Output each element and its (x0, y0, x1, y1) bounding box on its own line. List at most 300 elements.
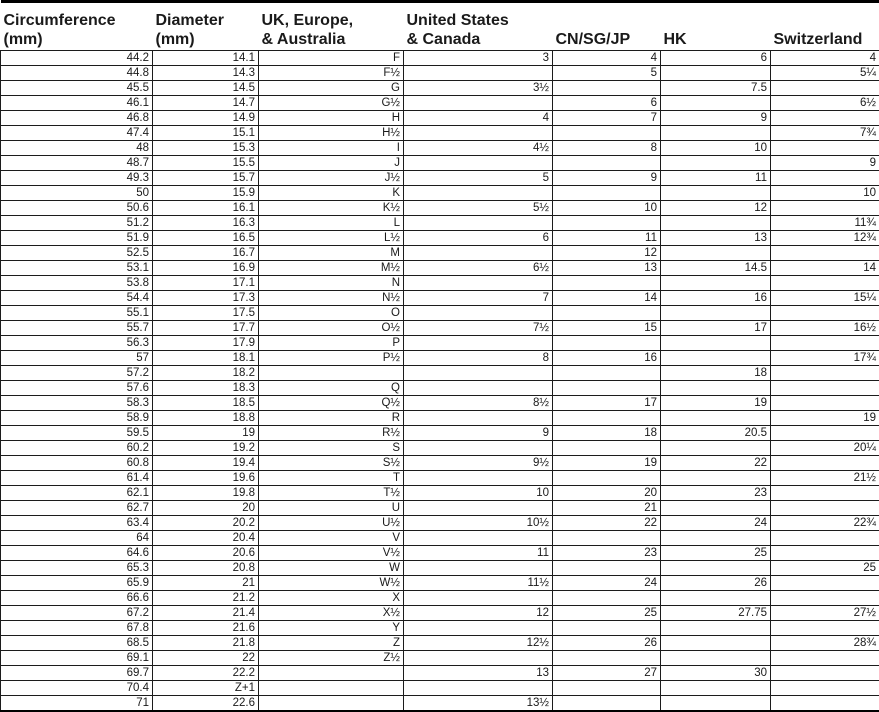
table-cell: Z½ (259, 651, 404, 666)
table-cell: 5½ (404, 201, 553, 216)
table-cell: 15.3 (153, 141, 259, 156)
table-cell: 15.1 (153, 126, 259, 141)
table-cell: 52.5 (1, 246, 153, 261)
table-cell: 59.5 (1, 426, 153, 441)
table-cell: 13 (404, 666, 553, 681)
table-cell: 27.75 (661, 606, 771, 621)
table-cell: 68.5 (1, 636, 153, 651)
table-cell: 12 (553, 246, 661, 261)
table-cell (661, 621, 771, 636)
table-header (1, 2, 879, 51)
table-cell: 15¼ (771, 291, 879, 306)
table-row (1, 96, 879, 111)
table-cell (771, 111, 879, 126)
table-cell (404, 96, 553, 111)
table-cell: 17¾ (771, 351, 879, 366)
table-cell: 22 (153, 651, 259, 666)
table-cell: M (259, 246, 404, 261)
table-row (1, 606, 879, 621)
table-cell: 53.1 (1, 261, 153, 276)
table-cell (553, 411, 661, 426)
table-cell (404, 591, 553, 606)
table-cell (404, 246, 553, 261)
table-cell (771, 426, 879, 441)
table-cell: O½ (259, 321, 404, 336)
table-cell: 58.9 (1, 411, 153, 426)
table-cell (771, 576, 879, 591)
table-cell (771, 681, 879, 696)
table-row (1, 306, 879, 321)
table-row (1, 591, 879, 606)
table-cell: 20 (553, 486, 661, 501)
table-cell: 24 (661, 516, 771, 531)
table-cell: 5 (553, 66, 661, 81)
table-cell: F½ (259, 66, 404, 81)
table-cell: 27½ (771, 606, 879, 621)
table-cell (553, 591, 661, 606)
table-cell: 19 (771, 411, 879, 426)
table-cell: 15 (553, 321, 661, 336)
table-cell (661, 246, 771, 261)
table-cell (661, 96, 771, 111)
table-row (1, 321, 879, 336)
table-cell: 4½ (404, 141, 553, 156)
table-cell: 6½ (404, 261, 553, 276)
table-cell: 48 (1, 141, 153, 156)
table-cell: 50 (1, 186, 153, 201)
table-cell: 47.4 (1, 126, 153, 141)
table-cell: 14 (771, 261, 879, 276)
table-cell: Y (259, 621, 404, 636)
table-cell: 14.1 (153, 51, 259, 66)
table-cell: 25 (661, 546, 771, 561)
table-cell (553, 81, 661, 96)
table-cell: 10 (771, 186, 879, 201)
table-row (1, 276, 879, 291)
table-cell: 10 (661, 141, 771, 156)
table-cell (553, 696, 661, 712)
table-cell: 7 (404, 291, 553, 306)
table-cell: 51.2 (1, 216, 153, 231)
table-cell: 69.1 (1, 651, 153, 666)
table-cell: 9½ (404, 456, 553, 471)
table-cell: 8½ (404, 396, 553, 411)
table-cell: 21.4 (153, 606, 259, 621)
table-row (1, 231, 879, 246)
table-row (1, 336, 879, 351)
table-cell: W (259, 561, 404, 576)
table-row (1, 366, 879, 381)
table-cell: 14.5 (153, 81, 259, 96)
table-cell: 54.4 (1, 291, 153, 306)
table-cell: 65.9 (1, 576, 153, 591)
table-cell: V (259, 531, 404, 546)
column-header-text: Diameter (156, 11, 259, 30)
table-cell (661, 591, 771, 606)
table-cell: 53.8 (1, 276, 153, 291)
table-row (1, 651, 879, 666)
table-cell: S (259, 441, 404, 456)
table-cell: 16.1 (153, 201, 259, 216)
table-row (1, 261, 879, 276)
table-cell: 16½ (771, 321, 879, 336)
column-header-hk (661, 2, 771, 51)
table-cell: X (259, 591, 404, 606)
table-cell: 12 (404, 606, 553, 621)
table-row (1, 246, 879, 261)
table-cell (259, 366, 404, 381)
table-cell: 25 (771, 561, 879, 576)
table-cell: 16.3 (153, 216, 259, 231)
table-cell (661, 681, 771, 696)
table-row (1, 351, 879, 366)
table-cell (661, 66, 771, 81)
table-row (1, 66, 879, 81)
table-row (1, 381, 879, 396)
table-cell: 15.9 (153, 186, 259, 201)
table-cell: L (259, 216, 404, 231)
table-cell: 17 (661, 321, 771, 336)
table-cell: K½ (259, 201, 404, 216)
table-row (1, 561, 879, 576)
table-cell: 6 (661, 51, 771, 66)
table-cell: 17.5 (153, 306, 259, 321)
table-cell: 71 (1, 696, 153, 712)
table-cell: 57 (1, 351, 153, 366)
table-cell (771, 141, 879, 156)
table-row (1, 531, 879, 546)
table-cell (553, 471, 661, 486)
table-cell: U½ (259, 516, 404, 531)
table-cell: 20.2 (153, 516, 259, 531)
table-cell (404, 471, 553, 486)
table-cell: 44.8 (1, 66, 153, 81)
table-cell: G (259, 81, 404, 96)
table-row (1, 171, 879, 186)
table-row (1, 696, 879, 712)
table-cell: 23 (553, 546, 661, 561)
column-header-switzerland (771, 2, 879, 51)
table-cell: 6 (553, 96, 661, 111)
table-cell: 57.6 (1, 381, 153, 396)
table-cell (259, 681, 404, 696)
table-cell: 25 (553, 606, 661, 621)
table-cell: 20¼ (771, 441, 879, 456)
table-cell: M½ (259, 261, 404, 276)
table-cell: J½ (259, 171, 404, 186)
table-cell: 4 (404, 111, 553, 126)
table-cell: 21½ (771, 471, 879, 486)
column-header-text: & Canada (407, 30, 553, 49)
table-cell: 16 (553, 351, 661, 366)
table-cell: 22.6 (153, 696, 259, 712)
table-cell: 10½ (404, 516, 553, 531)
table-cell (404, 306, 553, 321)
table-cell (771, 696, 879, 712)
table-cell: 46.8 (1, 111, 153, 126)
table-cell: J (259, 156, 404, 171)
table-cell: 5¼ (771, 66, 879, 81)
table-cell: 20.6 (153, 546, 259, 561)
table-cell: 65.3 (1, 561, 153, 576)
table-cell (553, 156, 661, 171)
table-cell: 11 (404, 546, 553, 561)
table-cell: 70.4 (1, 681, 153, 696)
table-cell: R (259, 411, 404, 426)
table-row (1, 126, 879, 141)
table-cell: 7¾ (771, 126, 879, 141)
table-cell: 20 (153, 501, 259, 516)
table-cell: N (259, 276, 404, 291)
table-cell (661, 381, 771, 396)
table-cell: 21.6 (153, 621, 259, 636)
table-row (1, 216, 879, 231)
table-cell: 57.2 (1, 366, 153, 381)
table-cell (553, 366, 661, 381)
header-row (1, 2, 879, 51)
table-row (1, 291, 879, 306)
table-cell (404, 501, 553, 516)
table-cell: 16 (661, 291, 771, 306)
table-cell: 30 (661, 666, 771, 681)
table-cell: 22 (553, 516, 661, 531)
table-cell (553, 441, 661, 456)
table-cell: 11 (553, 231, 661, 246)
table-cell (771, 201, 879, 216)
table-cell: Q½ (259, 396, 404, 411)
table-cell (661, 156, 771, 171)
table-cell (771, 336, 879, 351)
table-cell (404, 681, 553, 696)
table-cell: R½ (259, 426, 404, 441)
table-row (1, 441, 879, 456)
table-cell: 48.7 (1, 156, 153, 171)
table-cell: 17.9 (153, 336, 259, 351)
table-cell (771, 366, 879, 381)
table-cell (661, 306, 771, 321)
table-cell: 64 (1, 531, 153, 546)
table-cell: 67.2 (1, 606, 153, 621)
table-cell: 14.3 (153, 66, 259, 81)
table-cell: 3½ (404, 81, 553, 96)
table-row (1, 501, 879, 516)
table-cell: 20.5 (661, 426, 771, 441)
table-cell: 12 (661, 201, 771, 216)
table-cell (404, 621, 553, 636)
table-cell: 26 (553, 636, 661, 651)
table-cell: 61.4 (1, 471, 153, 486)
table-cell: 21 (153, 576, 259, 591)
table-cell: 13½ (404, 696, 553, 712)
table-row (1, 666, 879, 681)
table-cell (771, 546, 879, 561)
table-cell: 9 (553, 171, 661, 186)
table-cell: 3 (404, 51, 553, 66)
table-cell (771, 81, 879, 96)
table-cell: 19.2 (153, 441, 259, 456)
table-cell: 8 (553, 141, 661, 156)
table-cell: 62.7 (1, 501, 153, 516)
table-cell: 16.5 (153, 231, 259, 246)
table-cell: 20.8 (153, 561, 259, 576)
table-cell: 16.9 (153, 261, 259, 276)
table-cell (404, 186, 553, 201)
table-row (1, 546, 879, 561)
table-cell: Z+1 (153, 681, 259, 696)
table-cell: 17 (553, 396, 661, 411)
table-cell: I (259, 141, 404, 156)
table-cell: 14.7 (153, 96, 259, 111)
table-cell: 18.2 (153, 366, 259, 381)
table-cell (771, 246, 879, 261)
table-cell (771, 621, 879, 636)
table-cell: 27 (553, 666, 661, 681)
table-cell (553, 186, 661, 201)
table-cell (553, 381, 661, 396)
table-cell: 19 (661, 396, 771, 411)
table-cell (771, 531, 879, 546)
table-cell: 55.1 (1, 306, 153, 321)
table-cell (404, 366, 553, 381)
table-cell: G½ (259, 96, 404, 111)
table-cell: 66.6 (1, 591, 153, 606)
table-cell: W½ (259, 576, 404, 591)
table-cell (404, 126, 553, 141)
table-cell: 10 (553, 201, 661, 216)
table-cell (404, 336, 553, 351)
table-cell: 14.5 (661, 261, 771, 276)
table-cell (661, 276, 771, 291)
table-cell (404, 276, 553, 291)
table-cell: S½ (259, 456, 404, 471)
table-cell: 18 (553, 426, 661, 441)
table-cell: 12½ (404, 636, 553, 651)
column-header-text: & Australia (262, 30, 404, 49)
table-cell: 28¾ (771, 636, 879, 651)
table-cell (553, 681, 661, 696)
column-header-text: CN/SG/JP (556, 30, 661, 49)
table-cell (661, 471, 771, 486)
table-cell (553, 651, 661, 666)
table-cell (661, 126, 771, 141)
table-cell: 50.6 (1, 201, 153, 216)
table-cell (771, 591, 879, 606)
table-row (1, 516, 879, 531)
table-cell: 19.6 (153, 471, 259, 486)
table-cell (661, 441, 771, 456)
table-cell: 60.2 (1, 441, 153, 456)
table-cell: 7.5 (661, 81, 771, 96)
table-cell: 18 (661, 366, 771, 381)
table-cell: 16.7 (153, 246, 259, 261)
table-cell: 15.5 (153, 156, 259, 171)
table-body (1, 51, 879, 712)
table-row (1, 186, 879, 201)
table-cell: 49.3 (1, 171, 153, 186)
table-cell (404, 411, 553, 426)
table-cell: 6½ (771, 96, 879, 111)
table-cell (771, 396, 879, 411)
column-header-text: United States (407, 11, 553, 30)
table-cell: 12¾ (771, 231, 879, 246)
table-cell (404, 651, 553, 666)
column-header-text: Circumference (4, 11, 153, 30)
table-cell: 21.8 (153, 636, 259, 651)
table-cell: 23 (661, 486, 771, 501)
table-cell (404, 216, 553, 231)
table-cell (404, 531, 553, 546)
table-cell: 6 (404, 231, 553, 246)
table-cell: 17.7 (153, 321, 259, 336)
column-header-uk-europe-australia (259, 2, 404, 51)
table-cell: 11¾ (771, 216, 879, 231)
table-cell: X½ (259, 606, 404, 621)
column-header-text: HK (664, 30, 771, 49)
table-cell (771, 651, 879, 666)
table-cell (404, 561, 553, 576)
table-cell: 18.8 (153, 411, 259, 426)
table-cell (661, 561, 771, 576)
table-cell (553, 126, 661, 141)
table-cell: P½ (259, 351, 404, 366)
table-cell (661, 351, 771, 366)
table-cell: 22¾ (771, 516, 879, 531)
table-cell (553, 561, 661, 576)
table-cell: 21 (553, 501, 661, 516)
table-cell (553, 216, 661, 231)
table-cell (771, 486, 879, 501)
table-row (1, 681, 879, 696)
table-cell (661, 411, 771, 426)
column-header-text: Switzerland (774, 30, 879, 49)
table-cell: 13 (553, 261, 661, 276)
table-cell (661, 696, 771, 712)
table-row (1, 636, 879, 651)
table-row (1, 411, 879, 426)
table-cell (259, 696, 404, 712)
table-cell (404, 156, 553, 171)
table-cell: Z (259, 636, 404, 651)
table-cell: 17.3 (153, 291, 259, 306)
table-cell: T (259, 471, 404, 486)
table-cell: 44.2 (1, 51, 153, 66)
table-cell: O (259, 306, 404, 321)
table-cell: 19.4 (153, 456, 259, 471)
table-cell: 11 (661, 171, 771, 186)
table-cell (661, 531, 771, 546)
table-cell: 60.8 (1, 456, 153, 471)
table-cell: 58.3 (1, 396, 153, 411)
table-cell: 22 (661, 456, 771, 471)
table-cell: F (259, 51, 404, 66)
table-cell: 63.4 (1, 516, 153, 531)
table-cell: 11½ (404, 576, 553, 591)
table-cell: 67.8 (1, 621, 153, 636)
table-row (1, 396, 879, 411)
table-cell (404, 381, 553, 396)
table-cell: T½ (259, 486, 404, 501)
table-cell: 4 (553, 51, 661, 66)
table-cell (771, 171, 879, 186)
table-row (1, 471, 879, 486)
table-cell (661, 186, 771, 201)
table-cell (553, 336, 661, 351)
table-row (1, 81, 879, 96)
table-cell: 9 (771, 156, 879, 171)
table-cell: 20.4 (153, 531, 259, 546)
table-row (1, 576, 879, 591)
column-header-diameter-mm (153, 2, 259, 51)
